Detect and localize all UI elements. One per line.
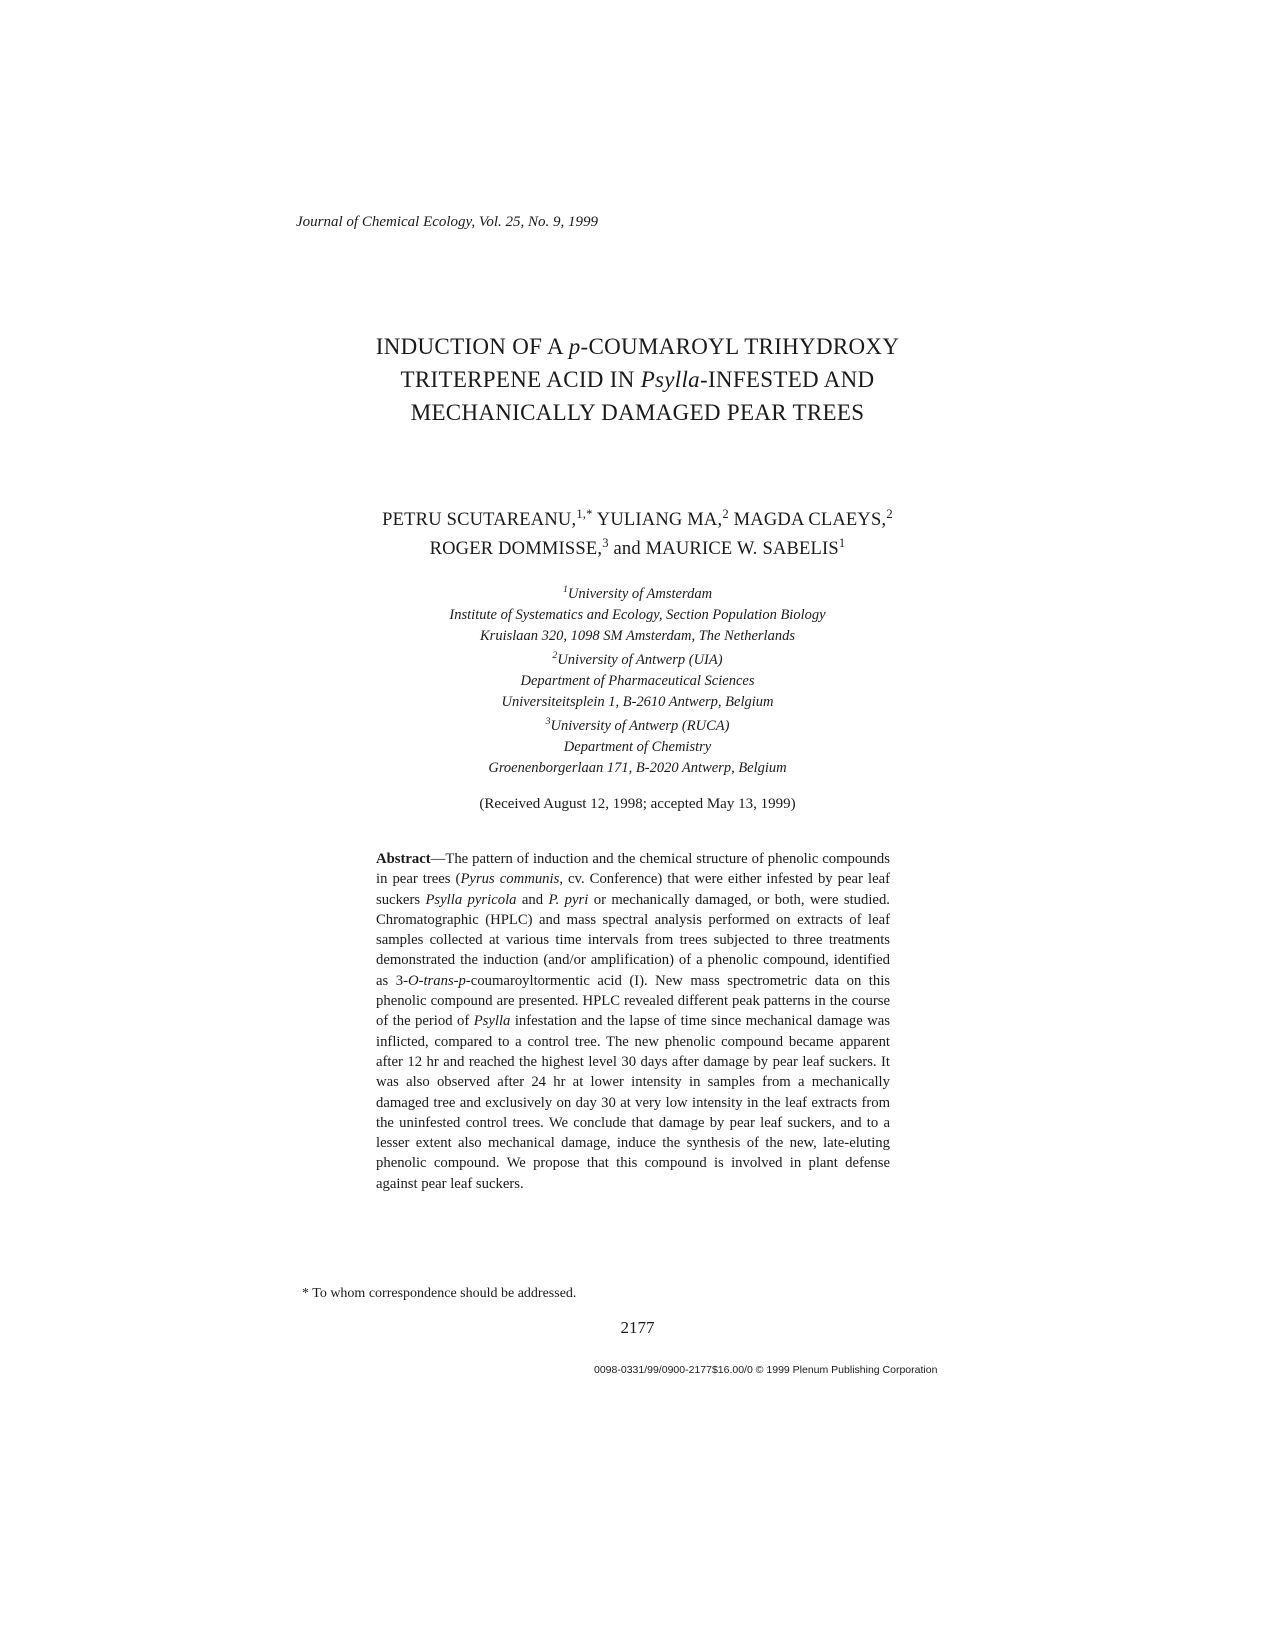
affiliation-mark: 3 [545,716,551,728]
authors-line-1 [0,506,1275,535]
author-name: YULIANG MA, [592,510,723,530]
page-number: 2177 [620,1318,655,1337]
affiliation-line: Institute of Systematics and Ecology, Section Population Biology [449,607,826,623]
authors-line-2 [0,535,1275,564]
author-name: ROGER DOMMISSE, [429,539,603,559]
abstract [376,849,890,1194]
title-text: TRITERPENE ACID IN [400,367,641,392]
author-affiliation-mark: 3 [602,535,609,550]
title-italic: p [568,334,581,359]
abstract-italic: Psylla [473,1013,511,1030]
author-name: and MAURICE W. SABELIS [608,539,839,559]
author-affiliation-mark: 1 [838,535,846,550]
affiliation-line: Kruislaan 320, 1098 SM Amsterdam, The Netherlands [480,628,795,644]
affiliation-line: Department of Pharmaceutical Sciences [520,673,755,689]
author-affiliation-mark: 1,* [576,506,593,521]
article-title [0,330,1275,429]
author-name: MAGDA CLAEYS, [728,510,887,530]
affiliation-text: University of Amsterdam [567,586,713,602]
received-dates: (Received August 12, 1998; accepted May 13, 1999) [479,796,796,812]
abstract-italic: P. pyri [548,891,589,908]
title-italic: Psylla [640,367,700,392]
abstract-text: infestation and the lapse of time since mechanical damage was inflicted, compared to a control tree. The new phenolic compound became apparent after 12 hr and reached the highest level 30 days after damage by pear leaf suckers. It was also observed after 24 hr at lower intensity in samples from a mechanically damaged tree and exclusively on day 30 at very low intensity in the leaf extracts from the uninfested control trees. We conclude that damage by pear leaf suckers, and to a lesser extent also mechanical damage, induce the synthesis of the new, late-eluting phenolic compound. We propose that this compound is involved in plant defense against pear leaf suckers. [376,1013,890,1192]
affiliation-mark: 1 [562,584,568,596]
author-list [0,506,1275,564]
author-affiliation-mark: 2 [886,506,893,521]
abstract-text: , cv. Conference) that were either infested by pear leaf suckers [376,871,890,908]
footnote: * To whom correspondence should be addressed. [302,1286,577,1301]
affiliations [0,584,1275,779]
affiliation-text: University of Antwerp (RUCA) [550,718,730,734]
affiliation-line: Department of Chemistry [563,739,712,755]
affiliation-line: Universiteitsplein 1, B-2610 Antwerp, Belgium [501,694,774,710]
affiliation-name [0,650,1275,671]
title-line-3: MECHANICALLY DAMAGED PEAR TREES [410,400,865,425]
abstract-italic: O-trans-p [407,972,466,989]
affiliation-name [0,584,1275,605]
title-text: INDUCTION OF A [375,334,569,359]
abstract-text: —The pattern of induction and the chemical structure of phenolic compounds in pear trees ( [376,851,890,888]
title-line-2 [0,363,1275,396]
affiliation-line: Groenenborgerlaan 171, B-2020 Antwerp, Belgium [488,760,787,776]
title-text: -COUMAROYL TRIHYDROXY [580,334,900,359]
copyright-line: 0098-0331/99/0900-2177$16.00/0 © 1999 Plenum Publishing Corporation [594,1364,938,1376]
abstract-text: -coumaroyltormentic acid (I). New mass spectrometric data on this phenolic compound are presented. HPLC revealed different peak patterns in the course of the period of [376,972,890,1030]
abstract-italic: Pyrus communis [460,871,560,888]
abstract-text: and [516,891,549,908]
affiliation-text: University of Antwerp (UIA) [557,652,723,668]
abstract-text: or mechanically damaged, or both, were studied. Chromatographic (HPLC) and mass spectral analysis performed on extracts of leaf samples collected at various time intervals from trees subjected to three treatments demonstrated the induction (and/or amplification) of a phenolic compound, identified as 3- [376,891,890,989]
title-text: -INFESTED AND [699,367,875,392]
author-name: PETRU SCUTAREANU, [382,510,577,530]
abstract-italic: Psylla pyricola [425,891,517,908]
affiliation-name [0,716,1275,737]
affiliation-mark: 2 [552,650,558,662]
abstract-heading: Abstract [376,851,431,867]
title-line-1 [0,330,1275,363]
author-affiliation-mark: 2 [722,506,729,521]
journal-citation: Journal of Chemical Ecology, Vol. 25, No. 9, 1999 [296,214,599,230]
